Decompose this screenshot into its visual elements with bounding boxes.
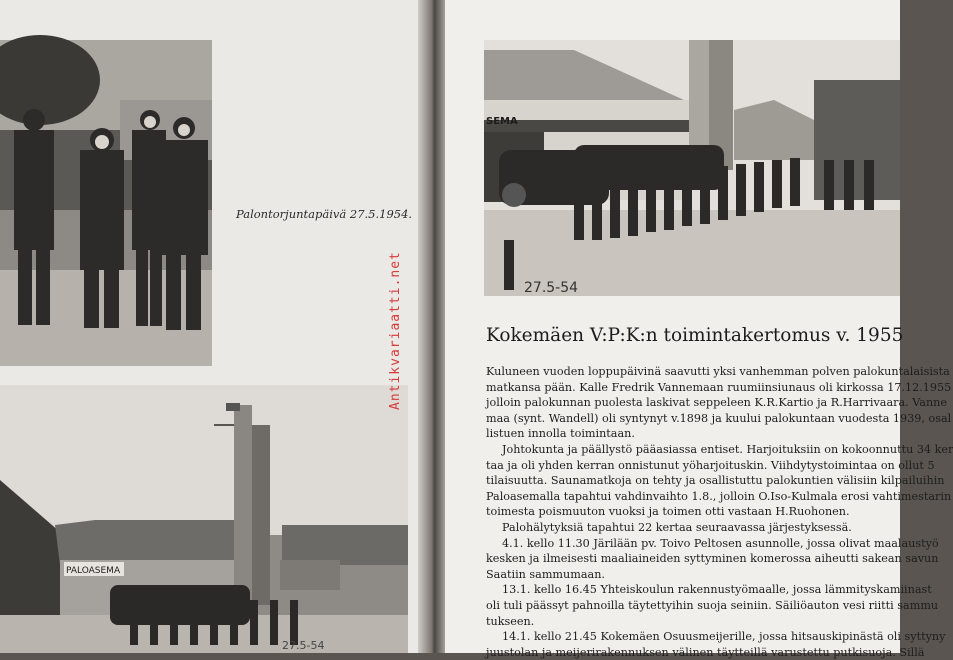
report-line: Kuluneen vuoden loppupäivinä saavutti yksi vanhemman polven palokuntalaisista xyxy=(486,365,950,378)
photo-fire-brigade-parade xyxy=(484,40,900,296)
report-line: 4.1. kello 11.30 Järilään pv. Toivo Peltosen asunnolle, jossa olivat maalaustyö xyxy=(502,536,939,550)
report-line: Johtokunta ja päällystö pääasiassa entiset. Harjoituksiin on kokoonnuttu 34 ker xyxy=(502,442,953,456)
station-sign-right: SEMA xyxy=(486,116,518,127)
handwritten-date-left: 27.5-54 xyxy=(282,639,325,652)
report-line: tilaisuutta. Saunamatkoja on tehty ja osallistuttu palokuntien välisiin kilpailuihin xyxy=(486,474,945,488)
report-line: oli tuli päässyt pahnoilla täytettyihin suoja seiniin. Säiliöauton vesi riitti sammu xyxy=(486,598,939,612)
report-line: Saatiin sammumaan. xyxy=(486,567,605,581)
section-heading: Kokemäen V:P:K:n toimintakertomus v. 1955 xyxy=(486,325,904,346)
report-body xyxy=(486,364,953,659)
watermark-text: Antikvariaatti.net xyxy=(388,251,403,410)
report-line: Paloasemalla tapahtui vahdinvaihto 1.8., jolloin O.Iso-Kulmala erosi vahtimestarin xyxy=(486,489,952,503)
report-line: 13.1. kello 16.45 Yhteiskoulun rakennustyömaalle, jossa lämmityskamiinast xyxy=(502,583,932,597)
report-line: maa (synt. Wandell) oli syntynyt v.1898 ja kuului palokuntaan vuodesta 1939, osal xyxy=(486,411,952,425)
report-line: taa ja oli yhden kerran onnistunut yöharjoituskin. Viihdytystoimintaa on ollut 5 xyxy=(486,458,935,472)
report-line: Palohälytyksiä tapahtui 22 kertaa seuraavassa järjestyksessä. xyxy=(502,520,852,534)
photo-fire-station-tower xyxy=(0,385,408,653)
handwritten-date-right: 27.5-54 xyxy=(524,280,579,296)
report-line: listuen innolla toimintaan. xyxy=(486,427,635,441)
report-line: matkansa pään. Kalle Fredrik Vannemaan ruumiinsiunaus oli kirkossa 17.12.1955 xyxy=(486,380,952,394)
report-line: 14.1. kello 21.45 Kokemäen Osuusmeijerille, jossa hitsauskipinästä oli syttyny xyxy=(502,630,946,644)
photo-caption: Palontorjuntapäivä 27.5.1954. xyxy=(236,207,413,221)
report-line: jolloin palokunnan puolesta laskivat seppeleen K.R.Kartio ja R.Harrivaara. Vanne xyxy=(486,396,947,410)
left-page xyxy=(0,0,420,653)
photo-officers xyxy=(0,40,212,366)
report-line: kesken ja ilmeisesti maaliaineiden syttyminen komerossa aiheutti sakean savun xyxy=(486,552,939,566)
report-line: juustolan ja meijerirakennuksen välinen täytteillä varustettu putkisuoja. Sillä xyxy=(486,645,925,659)
station-sign: PALOASEMA xyxy=(66,566,121,576)
book-spine xyxy=(418,0,448,653)
report-line: tukseen. xyxy=(486,614,535,628)
report-line: toimesta poismuuton vuoksi ja toimen otti vastaan H.Ruohonen. xyxy=(486,505,850,519)
